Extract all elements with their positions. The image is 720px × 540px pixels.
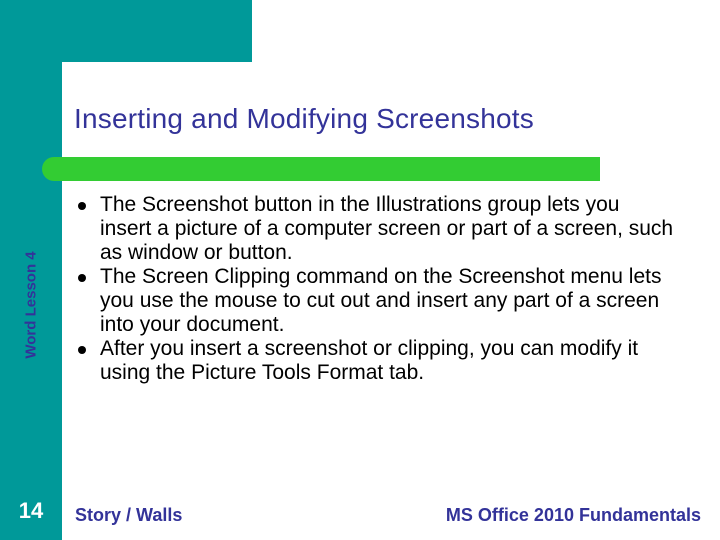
bullet-dot-icon	[78, 274, 86, 282]
footer-course-title: MS Office 2010 Fundamentals	[445, 505, 701, 525]
bullet-item	[74, 193, 674, 265]
bullet-item	[74, 265, 674, 337]
footer-authors: Story / Walls	[75, 505, 183, 525]
slide-number: 14	[18, 498, 44, 523]
bullet-dot-icon	[78, 346, 86, 354]
bullet-list	[74, 193, 674, 385]
bullet-dot-icon	[78, 202, 86, 210]
bullet-text: After you insert a screenshot or clipping, you can modify it using the Picture Tools Format tab.	[100, 337, 639, 384]
lesson-side-label: Word Lesson 4	[22, 251, 40, 359]
bullet-item	[74, 337, 674, 385]
title-underline-bar	[42, 157, 600, 181]
slide-title: Inserting and Modifying Screenshots	[74, 103, 534, 134]
bullet-text: The Screenshot button in the Illustrations group lets you insert a picture of a computer screen or part of a screen, such as window or button.	[100, 193, 674, 264]
bullet-text: The Screen Clipping command on the Screenshot menu lets you use the mouse to cut out and insert any part of a screen into your document.	[100, 265, 662, 336]
